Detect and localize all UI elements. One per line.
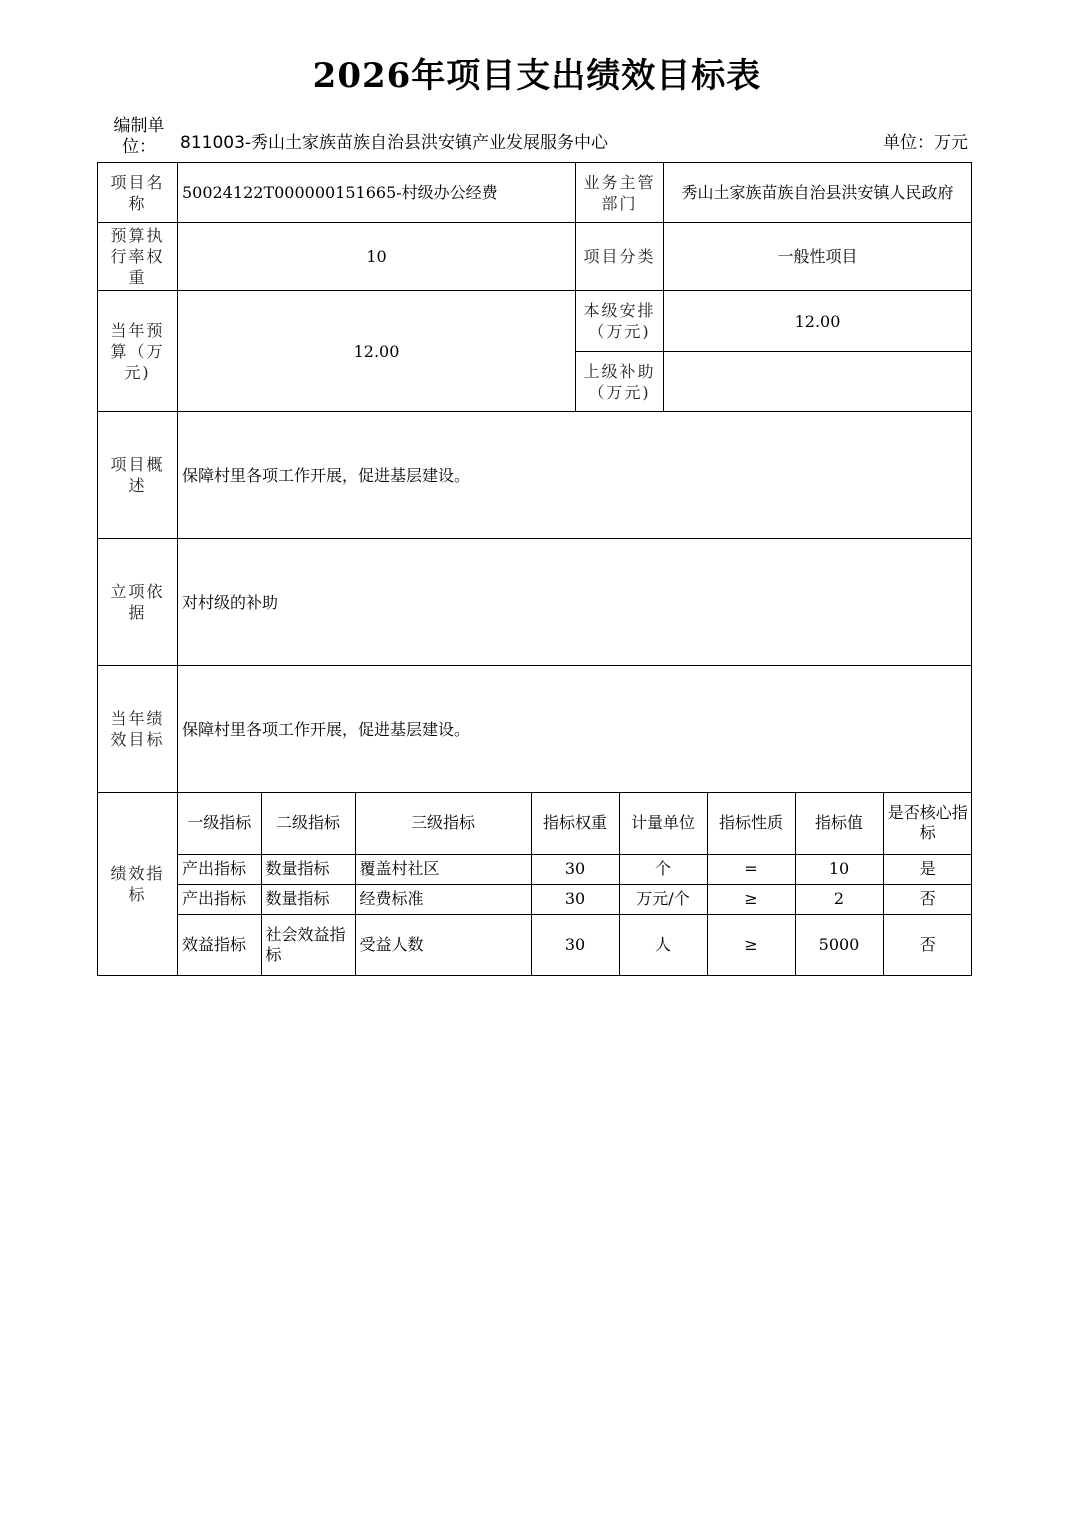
level2-cell: 数量指标 xyxy=(261,884,355,914)
table-row xyxy=(178,884,972,914)
unit-cell: 万元/个 xyxy=(619,884,707,914)
level3-cell: 覆盖村社区 xyxy=(355,854,531,884)
category-value: 一般性项目 xyxy=(664,223,972,291)
indicator-header: 是否核心指标 xyxy=(883,793,972,854)
level3-cell: 受益人数 xyxy=(355,914,531,975)
table-row xyxy=(178,854,972,884)
unit-cell: 人 xyxy=(619,914,707,975)
dept-label: 业务主管部门 xyxy=(576,163,664,223)
indicator-header: 指标值 xyxy=(795,793,883,854)
level2-cell: 数量指标 xyxy=(261,854,355,884)
indicator-header: 指标权重 xyxy=(531,793,619,854)
indicator-header: 三级指标 xyxy=(355,793,531,854)
value-cell: 5000 xyxy=(795,914,883,975)
indicator-header: 一级指标 xyxy=(178,793,261,854)
indicators-label: 绩效指标 xyxy=(98,793,178,976)
value-cell: 10 xyxy=(795,854,883,884)
weight-cell: 30 xyxy=(531,914,619,975)
goal-value: 保障村里各项工作开展，促进基层建设。 xyxy=(178,666,972,793)
level3-cell: 经费标准 xyxy=(355,884,531,914)
project-name-value: 50024122T000000151665-村级办公经费 xyxy=(178,163,576,223)
budget-label: 当年预算（万元) xyxy=(98,291,178,412)
local-label: 本级安排（万元) xyxy=(576,291,664,352)
dept-value: 秀山土家族苗族自治县洪安镇人民政府 xyxy=(664,163,972,223)
indicators-cell xyxy=(178,793,972,976)
core-cell: 否 xyxy=(883,884,972,914)
level1-cell: 产出指标 xyxy=(178,884,261,914)
basis-label: 立项依据 xyxy=(98,539,178,666)
level2-cell: 社会效益指标 xyxy=(261,914,355,975)
page-title: 2026年项目支出绩效目标表 xyxy=(312,56,762,96)
weight-value: 10 xyxy=(178,223,576,291)
core-cell: 是 xyxy=(883,854,972,884)
money-unit: 单位：万元 xyxy=(883,133,968,153)
overview-value: 保障村里各项工作开展，促进基层建设。 xyxy=(178,412,972,539)
performance-target-table xyxy=(97,162,972,976)
level1-cell: 效益指标 xyxy=(178,914,261,975)
indicator-header: 指标性质 xyxy=(707,793,795,854)
basis-value: 对村级的补助 xyxy=(178,539,972,666)
project-name-label: 项目名称 xyxy=(98,163,178,223)
level1-cell: 产出指标 xyxy=(178,854,261,884)
weight-label: 预算执行率权重 xyxy=(98,223,178,291)
budget-value: 12.00 xyxy=(178,291,576,412)
weight-cell: 30 xyxy=(531,884,619,914)
local-value: 12.00 xyxy=(664,291,972,352)
table-row xyxy=(178,914,972,975)
nature-cell: ≥ xyxy=(707,914,795,975)
unit-name: 811003-秀山土家族苗族自治县洪安镇产业发展服务中心 xyxy=(180,133,609,153)
nature-cell: = xyxy=(707,854,795,884)
goal-label: 当年绩效目标 xyxy=(98,666,178,793)
indicator-header: 二级指标 xyxy=(261,793,355,854)
overview-label: 项目概述 xyxy=(98,412,178,539)
core-cell: 否 xyxy=(883,914,972,975)
indicator-header: 计量单位 xyxy=(619,793,707,854)
unit-cell: 个 xyxy=(619,854,707,884)
value-cell: 2 xyxy=(795,884,883,914)
indicators-table xyxy=(178,793,972,975)
nature-cell: ≥ xyxy=(707,884,795,914)
category-label: 项目分类 xyxy=(576,223,664,291)
weight-cell: 30 xyxy=(531,854,619,884)
upper-value xyxy=(664,352,972,412)
unit-label: 编制单位： xyxy=(113,116,165,157)
upper-label: 上级补助（万元) xyxy=(576,352,664,412)
